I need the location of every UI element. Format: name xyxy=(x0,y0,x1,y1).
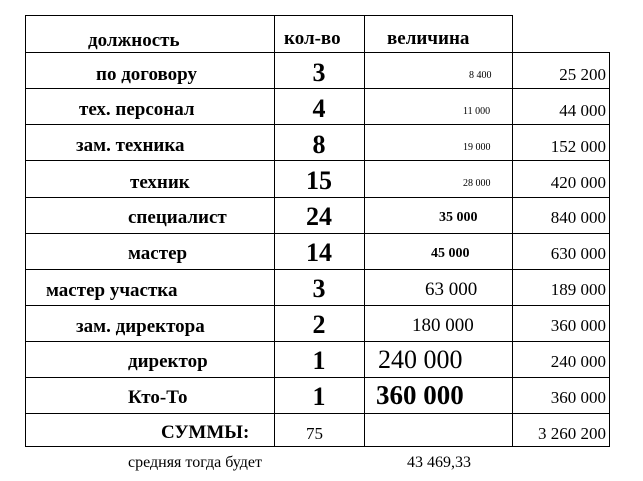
row-amount: 45 000 xyxy=(431,246,470,261)
table-border xyxy=(25,413,610,414)
row-position: по договору xyxy=(96,64,197,85)
row-count: 8 xyxy=(312,130,326,159)
row-amount: 240 000 xyxy=(378,345,463,374)
header-position: должность xyxy=(88,30,180,51)
row-count: 4 xyxy=(312,94,326,123)
average-value: 43 469,33 xyxy=(407,454,471,471)
row-total: 152 000 xyxy=(550,137,606,156)
row-amount: 360 000 xyxy=(376,380,464,410)
row-position: зам. техника xyxy=(76,135,185,156)
row-amount: 180 000 xyxy=(412,315,474,336)
table-border xyxy=(609,52,610,447)
row-amount: 28 000 xyxy=(463,178,491,189)
sums-label: СУММЫ: xyxy=(161,422,250,443)
table-border xyxy=(25,15,513,16)
row-amount: 11 000 xyxy=(463,106,491,117)
table-border xyxy=(25,341,610,342)
row-total: 240 000 xyxy=(550,352,606,371)
row-amount: 8 400 xyxy=(469,70,492,81)
table-border xyxy=(25,52,610,53)
row-total: 360 000 xyxy=(550,388,606,407)
row-position: Кто-То xyxy=(128,387,188,408)
row-position: техник xyxy=(130,172,190,193)
table-border xyxy=(25,233,610,234)
row-count: 14 xyxy=(306,238,332,267)
row-count: 2 xyxy=(312,310,326,339)
row-amount: 19 000 xyxy=(463,142,491,153)
table-border xyxy=(364,15,365,447)
row-total: 840 000 xyxy=(550,208,606,227)
row-count: 3 xyxy=(312,274,326,303)
table-border xyxy=(25,305,610,306)
table-border xyxy=(25,377,610,378)
row-count: 1 xyxy=(312,382,326,411)
row-position: мастер xyxy=(128,243,188,264)
row-position: мастер участка xyxy=(46,280,178,301)
average-label: средняя тогда будет xyxy=(128,454,262,471)
table-border xyxy=(25,160,610,161)
row-amount: 35 000 xyxy=(439,210,478,225)
row-position: директор xyxy=(128,351,208,372)
row-position: зам. директора xyxy=(76,316,205,337)
row-position: специалист xyxy=(128,207,227,228)
row-total: 189 000 xyxy=(550,280,606,299)
row-amount: 63 000 xyxy=(425,279,478,300)
table-border xyxy=(25,269,610,270)
table-border xyxy=(25,15,26,447)
table-border xyxy=(25,88,610,89)
table-border xyxy=(25,446,610,447)
header-amount: величина xyxy=(387,28,470,49)
row-total: 25 200 xyxy=(559,65,606,84)
table-border xyxy=(25,124,610,125)
row-count: 24 xyxy=(306,202,332,231)
row-total: 44 000 xyxy=(559,101,606,120)
row-total: 360 000 xyxy=(550,316,606,335)
row-total: 630 000 xyxy=(550,244,606,263)
row-position: тех. персонал xyxy=(79,99,195,120)
sums-total: 3 260 200 xyxy=(538,424,606,443)
header-count: кол-во xyxy=(284,28,341,49)
row-count: 3 xyxy=(312,58,326,87)
row-count: 15 xyxy=(306,166,332,195)
sums-count: 75 xyxy=(306,424,323,443)
row-count: 1 xyxy=(312,346,326,375)
row-total: 420 000 xyxy=(550,173,606,192)
table-border xyxy=(25,197,610,198)
